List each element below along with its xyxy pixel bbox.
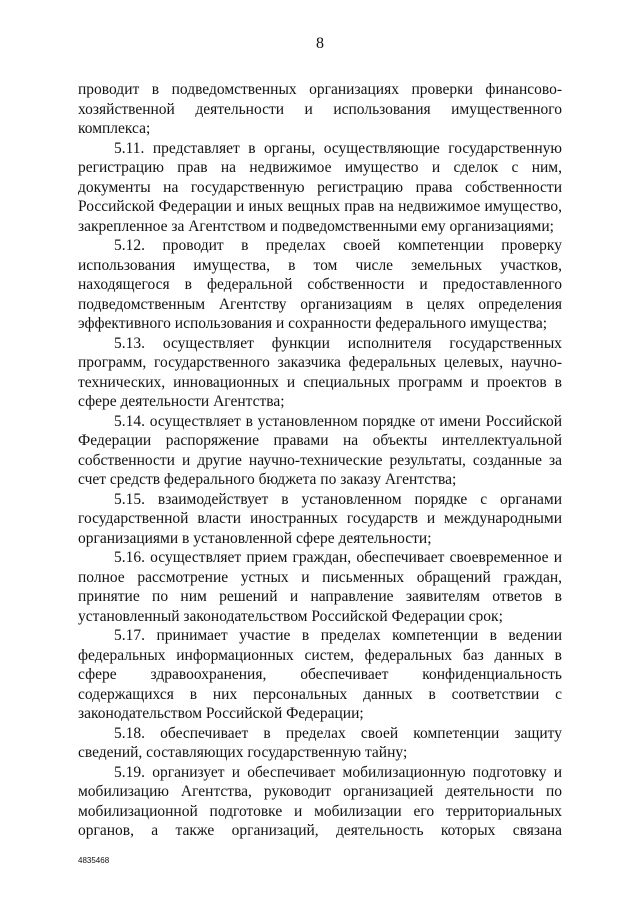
- page-number: 8: [316, 35, 324, 52]
- paragraph-5-12: 5.12. проводит в пределах своей компетенции проверку использования имущества, в том числе земельных участков, находящегося в федеральной собственности и предоставленного подведомственным Агентству организациям в целях определения эффективного использования и сохранности федерального имущества;: [78, 237, 562, 332]
- paragraph-continuation: проводит в подведомственных организациях проверки финансово-хозяйственной деятельности и использования имущественного комплекса;: [78, 81, 562, 137]
- document-body: [78, 80, 562, 841]
- paragraph-5-14: 5.14. осуществляет в установленном порядке от имени Российской Федерации распоряжение правами на объекты интеллектуальной собственности и другие научно-технические результаты, созданные за счет средств федерального бюджета по заказу Агентства;: [78, 412, 562, 488]
- paragraph-5-19: 5.19. организует и обеспечивает мобилизационную подготовку и мобилизацию Агентства, руководит организацией деятельности по мобилизационной подготовке и мобилизации его территориальных органов, а также организаций, деятельность которых связана: [78, 763, 562, 839]
- paragraph-5-13: 5.13. осуществляет функции исполнителя государственных программ, государственного заказчика федеральных целевых, научно-технических, инновационных и специальных программ и проектов в сфере деятельности Агентства;: [78, 334, 562, 410]
- paragraph-5-11: 5.11. представляет в органы, осуществляющие государственную регистрацию прав на недвижимое имущество и сделок с ним, документы на государственную регистрацию права собственности Российской Федерации и иных вещных прав на недвижимое имущество, закрепленное за Агентством и подведомственными ему организациями;: [78, 139, 562, 235]
- paragraph-5-16: 5.16. осуществляет прием граждан, обеспечивает своевременное и полное рассмотрение устных и письменных обращений граждан, принятие по ним решений и направление заявителям ответов в установленный законодательством Российской Федерации срок;: [78, 549, 562, 625]
- paragraph-5-17: 5.17. принимает участие в пределах компетенции в ведении федеральных информационных систем, федеральных баз данных в сфере здравоохранения, обеспечивает конфиденциальность содержащихся в них персональных данных в соответствии с законодательством Российской Федерации;: [78, 627, 562, 722]
- paragraph-5-18: 5.18. обеспечивает в пределах своей компетенции защиту сведений, составляющих государственную тайну;: [78, 724, 562, 761]
- document-id: 4835468: [78, 856, 110, 865]
- paragraph-5-15: 5.15. взаимодействует в установленном порядке с органами государственной власти иностранных государств и международными организациями в установленной сфере деятельности;: [78, 490, 562, 547]
